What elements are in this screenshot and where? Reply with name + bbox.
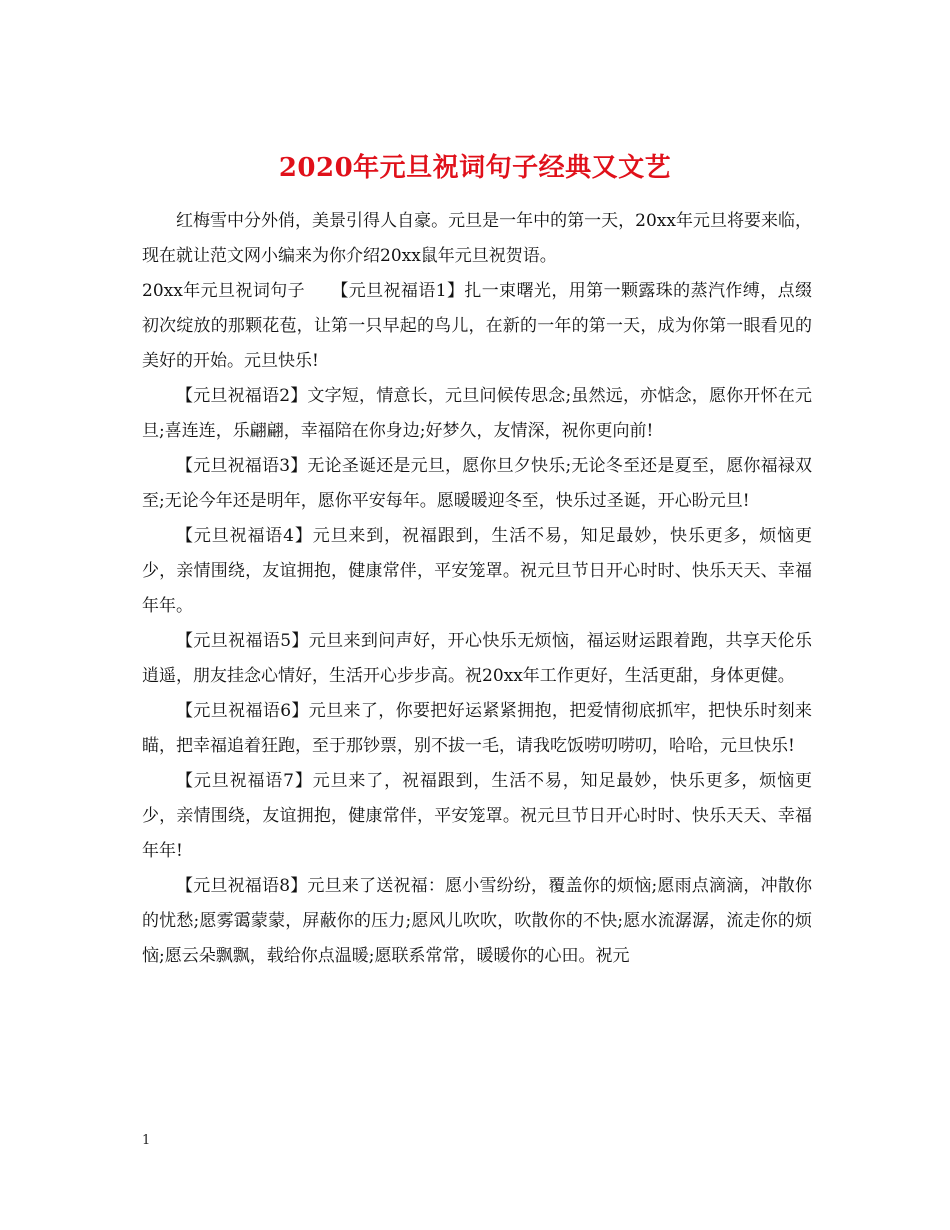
paragraph-greeting-6: 【元旦祝福语6】元旦来了，你要把好运紧紧拥抱，把爱情彻底抓牢，把快乐时刻来瞄，把幸福追着狂跑，至于那钞票，别不拔一毛，请我吃饭唠叨唠叨，哈哈，元旦快乐! <box>142 701 812 756</box>
paragraph-intro: 红梅雪中分外俏，美景引得人自豪。元旦是一年中的第一天，20xx年元旦将要来临，现在就让范文网小编来为你介绍20xx鼠年元旦祝贺语。 <box>142 211 812 266</box>
page-number: 1 <box>142 1133 151 1148</box>
paragraph-greeting-5: 【元旦祝福语5】元旦来到问声好，开心快乐无烦恼，福运财运跟着跑，共享天伦乐逍遥，朋友挂念心情好，生活开心步步高。祝20xx年工作更好，生活更甜，身体更健。 <box>142 631 812 686</box>
paragraph-greeting-7: 【元旦祝福语7】元旦来了，祝福跟到，生活不易，知足最妙，快乐更多，烦恼更少，亲情围绕，友谊拥抱，健康常伴，平安笼罩。祝元旦节日开心时时、快乐天天、幸福年年! <box>142 771 812 861</box>
paragraph-greeting-1: 20xx年元旦祝词句子 【元旦祝福语1】扎一束曙光，用第一颗露珠的蒸汽作缚，点缀初次绽放的那颗花苞，让第一只早起的鸟儿，在新的一年的第一天，成为你第一眼看见的美好的开始。元旦快乐! <box>142 281 812 371</box>
paragraph-greeting-8: 【元旦祝福语8】元旦来了送祝福：愿小雪纷纷，覆盖你的烦恼;愿雨点滴滴，冲散你的忧愁;愿雾霭蒙蒙，屏蔽你的压力;愿风儿吹吹，吹散你的不快;愿水流潺潺，流走你的烦恼;愿云朵飘飘，载给你点温暖;愿联系常常，暖暖你的心田。祝元 <box>142 876 812 966</box>
paragraph-greeting-2: 【元旦祝福语2】文字短，情意长，元旦问候传思念;虽然远，亦惦念，愿你开怀在元旦;喜连连，乐翩翩，幸福陪在你身边;好梦久，友情深，祝你更向前! <box>142 386 812 441</box>
page-title: 2020年元旦祝词句子经典又文艺 <box>278 153 672 184</box>
document-body <box>142 204 812 974</box>
paragraph-greeting-4: 【元旦祝福语4】元旦来到，祝福跟到，生活不易，知足最妙，快乐更多，烦恼更少，亲情围绕，友谊拥抱，健康常伴，平安笼罩。祝元旦节日开心时时、快乐天天、幸福年年。 <box>142 526 812 616</box>
paragraph-greeting-3: 【元旦祝福语3】无论圣诞还是元旦，愿你旦夕快乐;无论冬至还是夏至，愿你福禄双至;无论今年还是明年，愿你平安每年。愿暖暖迎冬至，快乐过圣诞，开心盼元旦! <box>142 456 812 511</box>
